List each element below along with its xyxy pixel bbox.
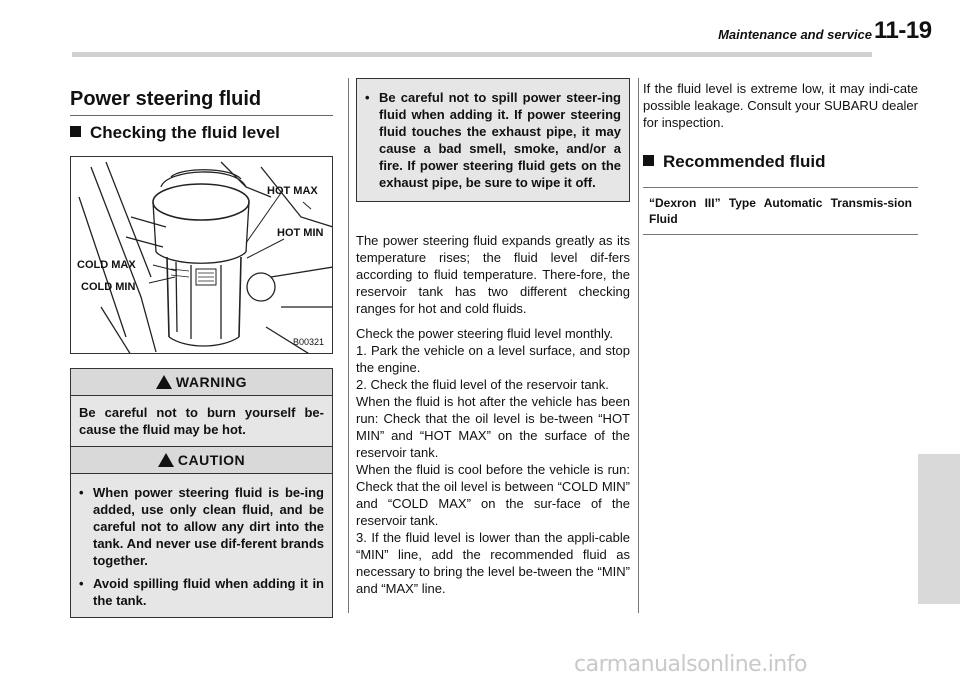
subheading-recommended — [643, 152, 825, 172]
caution-box — [70, 446, 333, 618]
warning-text: Be careful not to burn yourself be-cause the fluid may be hot. — [71, 396, 332, 447]
warning-box — [70, 368, 333, 448]
square-bullet-icon — [70, 126, 81, 137]
caution-continued-box — [356, 78, 630, 202]
step: When the fluid is hot after the vehicle has been run: Check that the oil level is be-tween “HOT MIN” and “HOT MAX” on the surface of the reservoir tank. — [356, 394, 630, 460]
caution-header — [71, 447, 332, 474]
figure-code: B00321 — [293, 337, 325, 347]
subheading-checking-text: Checking the fluid level — [90, 123, 280, 142]
section-tab — [918, 454, 960, 604]
caution-item: • Avoid spilling fluid when adding it in the tank. — [79, 576, 324, 608]
footer-watermark: carmanualsonline.info — [574, 652, 807, 677]
middle-body — [356, 232, 630, 597]
step: 2. Check the fluid level of the reservoir tank. — [356, 377, 609, 392]
warning-label: WARNING — [175, 374, 248, 390]
label-cold-max: COLD MAX — [77, 259, 136, 271]
page-title: Power steering fluid — [70, 88, 262, 110]
step: 3. If the fluid level is lower than the appli-cable “MIN” line, add the recommended fluid as necessary to bring the level be-tween the “MIN” and “MAX” line. — [356, 530, 630, 596]
step: When the fluid is cool before the vehicle is run: Check that the oil level is between “COLD MIN” and “COLD MAX” on the sur-face of the reservoir tank. — [356, 462, 630, 528]
page-number: 11-19 — [874, 17, 932, 44]
header-section-title: Maintenance and service — [718, 27, 872, 42]
subheading-recommended-text: Recommended fluid — [663, 152, 826, 171]
right-paragraph: If the fluid level is extreme low, it may indi-cate possible leakage. Consult your SUBARU dealer for inspection. — [643, 81, 918, 130]
square-bullet-icon — [643, 155, 654, 166]
caution-label: CAUTION — [177, 452, 246, 468]
reservoir-figure — [70, 156, 333, 354]
label-cold-min: COLD MIN — [81, 281, 136, 293]
caution-item: • Be careful not to spill power steer-ing fluid when adding it. If power steering fluid touches the exhaust pipe, it may cause a bad smell, smoke, and/or a fire. If power steering fluid gets on the exhaust pipe, be sure to wipe it off. — [365, 90, 621, 190]
subheading-checking — [70, 123, 280, 143]
recommended-fluid-box — [643, 187, 918, 235]
paragraph: Check the power steering fluid level monthly. — [356, 326, 613, 341]
step: 1. Park the vehicle on a level surface, and stop the engine. — [356, 343, 630, 375]
title-rule — [70, 115, 333, 116]
warning-triangle-icon — [156, 375, 172, 389]
recommended-fluid-text: “Dexron III” Type Automatic Transmis-sion Fluid — [649, 196, 912, 226]
paragraph: The power steering fluid expands greatly as its temperature rises; the fluid level dif-fers according to fluid temperature. There-fore, the reservoir tank has two different checking ranges for hot and cold fluids. — [356, 233, 630, 316]
label-hot-min: HOT MIN — [277, 227, 324, 239]
column-divider-1 — [348, 78, 349, 613]
caution-item: • When power steering fluid is be-ing added, use only clean fluid, and be careful not to allow any dirt into the tank. And never use dif-ferent brands together. — [79, 485, 324, 568]
label-hot-max: HOT MAX — [267, 185, 318, 197]
header-rule — [72, 52, 872, 57]
warning-header — [71, 369, 332, 396]
column-divider-2 — [638, 78, 639, 613]
caution-triangle-icon — [158, 453, 174, 467]
